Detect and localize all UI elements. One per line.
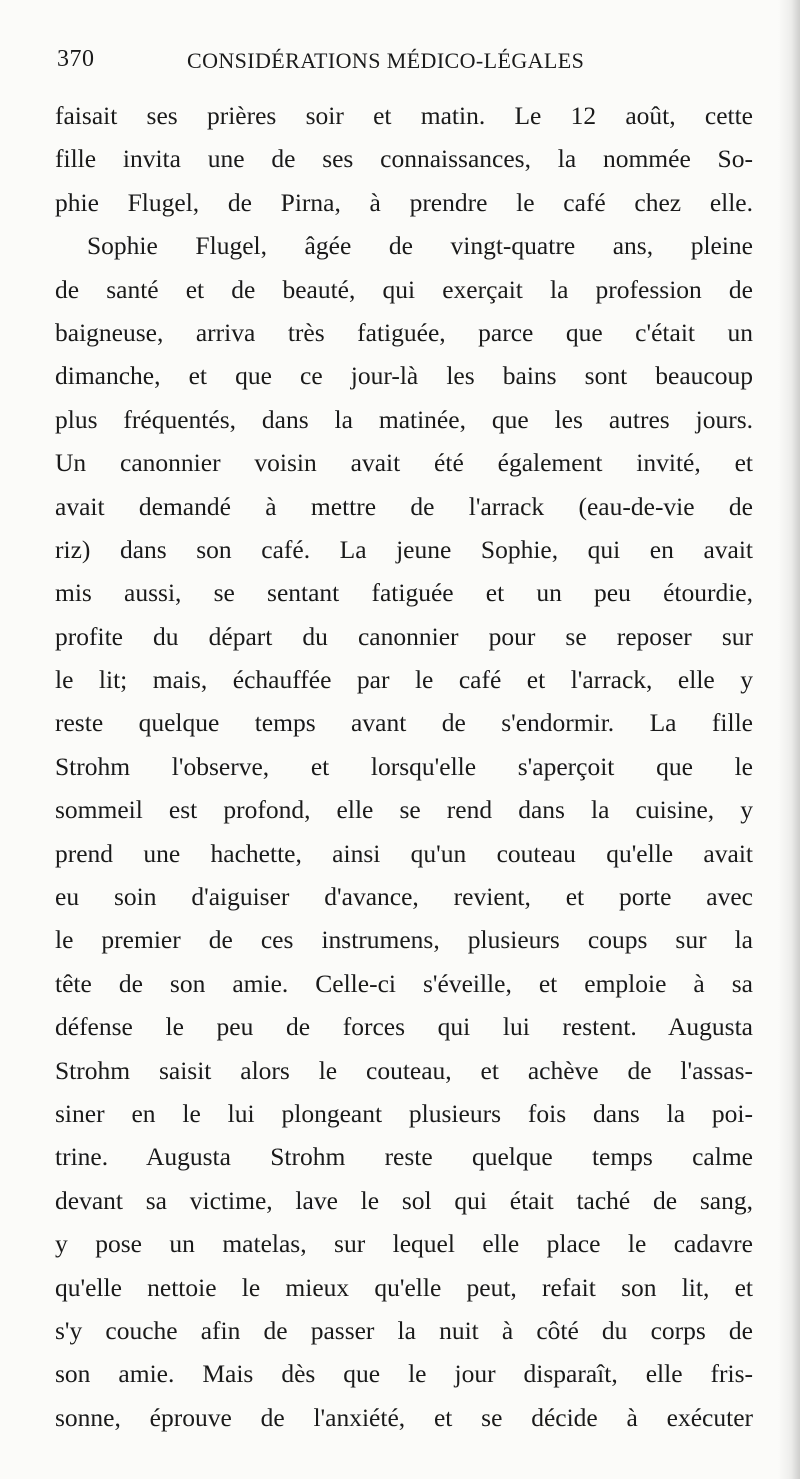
text-line: eu soin d'aiguiser d'avance, revient, et porte avec (55, 882, 753, 912)
text-line: avait demandé à mettre de l'arrack (eau-de-vie de (55, 491, 753, 521)
body-text (55, 94, 753, 1439)
text-line: devant sa victime, lave le sol qui était taché de sang, (55, 1185, 753, 1215)
text-line: dimanche, et que ce jour-là les bains sont beaucoup (55, 361, 753, 391)
text-line: profite du départ du canonnier pour se reposer sur (55, 621, 753, 651)
page-number: 370 (57, 46, 95, 72)
text-line: trine. Augusta Strohm reste quelque temps calme (55, 1142, 753, 1172)
text-line: s'y couche afin de passer la nuit à côté du corps de (55, 1315, 753, 1345)
text-line: riz) dans son café. La jeune Sophie, qui en avait (55, 534, 753, 564)
page-header (57, 40, 757, 84)
text-line: prend une hachette, ainsi qu'un couteau qu'elle avait (55, 838, 753, 868)
text-line: défense le peu de forces qui lui restent. Augusta (55, 1012, 753, 1042)
text-line: Sophie Flugel, âgée de vingt-quatre ans, pleine (87, 231, 753, 261)
text-line: phie Flugel, de Pirna, à prendre le café chez elle. (55, 187, 753, 217)
text-line: de santé et de beauté, qui exerçait la profession de (55, 274, 753, 304)
text-line: plus fréquentés, dans la matinée, que les autres jours. (55, 404, 753, 434)
text-line: le premier de ces instrumens, plusieurs coups sur la (55, 925, 753, 955)
running-title: CONSIDÉRATIONS MÉDICO-LÉGALES (187, 48, 585, 73)
text-line: qu'elle nettoie le mieux qu'elle peut, refait son lit, et (55, 1272, 753, 1302)
text-line: reste quelque temps avant de s'endormir. La fille (55, 708, 753, 738)
text-line: Un canonnier voisin avait été également invité, et (55, 448, 753, 478)
text-line: sonne, éprouve de l'anxiété, et se décide à exécuter (55, 1402, 753, 1432)
page-edge-shadow (778, 0, 800, 1479)
text-line: Strohm saisit alors le couteau, et achève de l'assas- (55, 1055, 753, 1085)
text-line: fille invita une de ses connaissances, la nommée So- (55, 144, 753, 174)
text-line: baigneuse, arriva très fatiguée, parce que c'était un (55, 317, 753, 347)
text-line: le lit; mais, échauffée par le café et l'arrack, elle y (55, 665, 753, 695)
text-line: Strohm l'observe, et lorsqu'elle s'aperçoit que le (55, 751, 753, 781)
text-line: siner en le lui plongeant plusieurs fois dans la poi- (55, 1098, 753, 1128)
text-line: faisait ses prières soir et matin. Le 12 août, cette (55, 101, 753, 130)
text-line: mis aussi, se sentant fatiguée et un peu étourdie, (55, 578, 753, 608)
text-line: son amie. Mais dès que le jour disparaît, elle fris- (55, 1359, 753, 1389)
text-line: y pose un matelas, sur lequel elle place le cadavre (55, 1229, 753, 1259)
text-line: sommeil est profond, elle se rend dans la cuisine, y (55, 795, 753, 825)
text-line: tête de son amie. Celle-ci s'éveille, et emploie à sa (55, 968, 753, 998)
